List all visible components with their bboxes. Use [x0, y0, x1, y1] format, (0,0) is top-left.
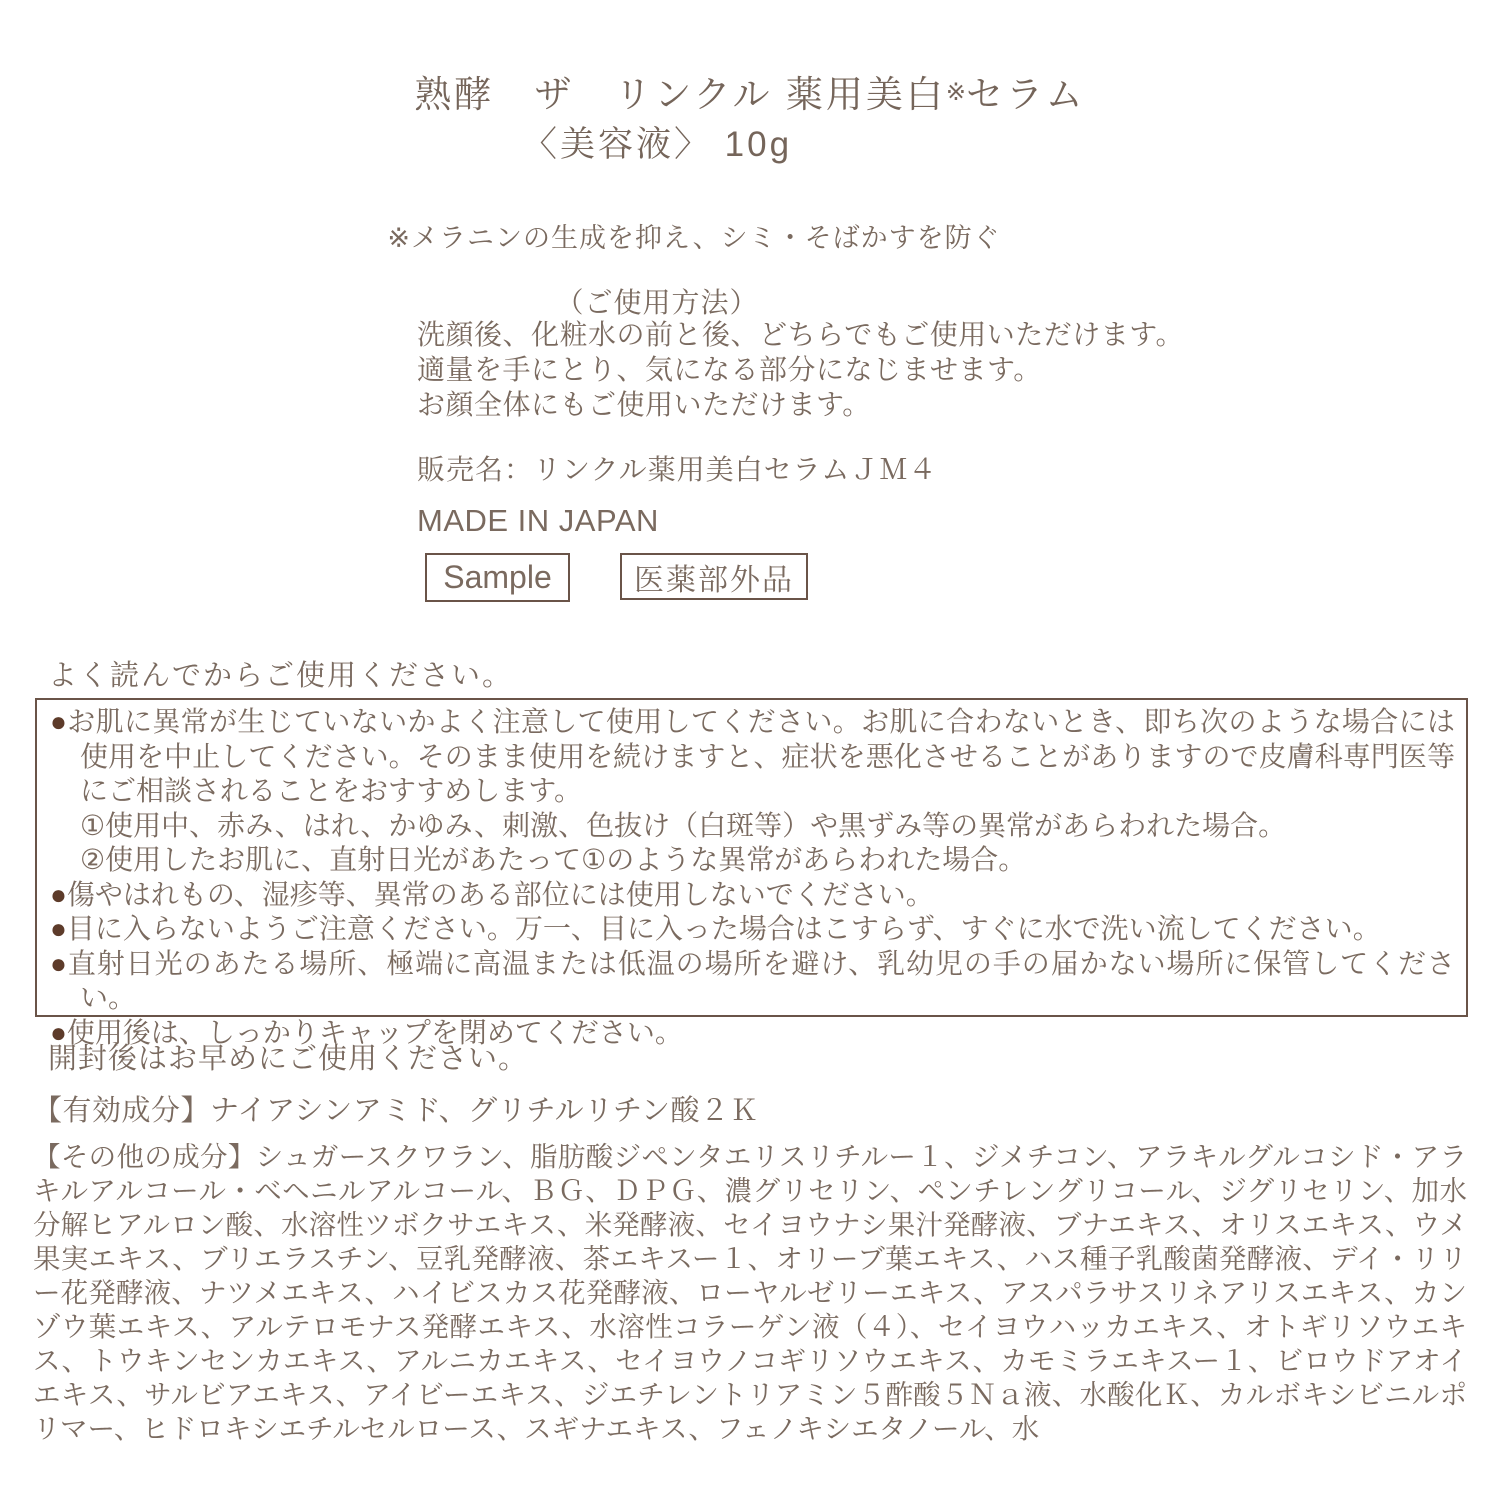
precaution-item	[50, 705, 1455, 809]
bullet-icon: ●	[50, 706, 68, 737]
made-in-japan-label: MADE IN JAPAN	[417, 503, 659, 538]
precaution-text: 傷やはれもの、湿疹等、異常のある部位には使用しないでください。	[66, 878, 934, 910]
sales-name: 販売名：リンクル薬用美白セラムＪＭ４	[417, 454, 938, 485]
usage-heading: （ご使用方法）	[555, 287, 759, 318]
usage-line-3: お顔全体にもご使用いただけます。	[417, 389, 871, 420]
precaution-text: 使用後は、しっかりキャップを閉めてください。	[66, 1016, 683, 1048]
precautions-box	[35, 698, 1468, 1048]
bullet-icon: ●	[50, 878, 67, 910]
precaution-text: お肌に異常が生じていないかよく注意して使用してください。お肌に合わないとき、即ち次のような場合には使用を中止してください。そのまま使用を続けますと、症状を悪化させることがありますので皮膚科専門医等にご相談されることをおすすめします。	[67, 706, 1455, 806]
product-subtitle: 〈美容液〉 10g	[521, 125, 793, 164]
usage-instructions	[417, 317, 1184, 422]
precaution-item	[50, 947, 1455, 1016]
bullet-icon: ●	[50, 947, 68, 979]
read-before-use-notice: よく読んでからご使用ください。	[48, 660, 514, 692]
sample-stamp-label: Sample	[443, 559, 552, 595]
asterisk-reference-mark: ※	[945, 79, 966, 106]
sample-stamp	[425, 553, 570, 602]
quasi-drug-stamp	[620, 553, 808, 600]
after-opening-notice: 開封後はお早めにご使用ください。	[48, 1043, 529, 1075]
bullet-icon: ●	[50, 913, 67, 944]
precaution-text: 目に入らないようご注意ください。万一、目に入った場合はこすらず、すぐに水で洗い流してください。	[66, 913, 1381, 944]
active-ingredients: 【有効成分】ナイアシンアミド、グリチルリチン酸２Ｋ	[33, 1095, 760, 1127]
usage-line-1: 洗顔後、化粧水の前と後、どちらでもご使用いただけます。	[417, 319, 1184, 350]
precaution-text: 直射日光のあたる場所、極端に高温または低温の場所を避け、乳幼児の手の届かない場所に保管してください。	[67, 947, 1455, 1013]
precaution-item	[50, 912, 1455, 947]
product-title-main: 熟酵 ザ リンクル 薬用美白	[414, 74, 946, 115]
precaution-subitem: ②使用したお肌に、直射日光があたって①のような異常があらわれた場合。	[80, 844, 1027, 875]
product-title-tail: セラム	[965, 74, 1086, 115]
other-ingredients: 【その他の成分】シュガースクワラン、脂肪酸ジペンタエリスリチルー１、ジメチコン、アラキルグルコシド・アラキルアルコール・ベヘニルアルコール、ＢＧ、ＤＰＧ、濃グリセリン、ペンチレングリコール、ジグリセリン、加水分解ヒアルロン酸、水溶性ツボクサエキス、米発酵液、セイヨウナシ果汁発酵液、ブナエキス、オリスエキス、ウメ果実エキス、ブリエラスチン、豆乳発酵液、茶エキスー１、オリーブ葉エキス、ハス種子乳酸菌発酵液、デイ・リリー花発酵液、ナツメエキス、ハイビスカス花発酵液、ローヤルゼリーエキス、アスパラサスリネアリスエキス、カンゾウ葉エキス、アルテロモナス発酵エキス、水溶性コラーゲン液（４）、セイヨウハッカエキス、オトギリソウエキス、トウキンセンカエキス、アルニカエキス、セイヨウノコギリソウエキス、カモミラエキスー１、ビロウドアオイエキス、サルビアエキス、アイビーエキス、ジエチレントリアミン５酢酸５Ｎａ液、水酸化Ｋ、カルボキシビニルポリマー、ヒドロキシエチルセルロース、スギナエキス、フェノキシエタノール、水	[33, 1141, 1467, 1444]
precaution-subitem: ①使用中、赤み、はれ、かゆみ、刺激、色抜け（白斑等）や黒ずみ等の異常があらわれた場合。	[80, 809, 1287, 841]
quasi-drug-stamp-label: 医薬部外品	[634, 563, 794, 597]
product-title	[0, 64, 1500, 118]
bullet-icon: ●	[50, 1016, 67, 1048]
usage-line-2: 適量を手にとり、気になる部分になじませます。	[417, 354, 1042, 385]
melanin-note: ※メラニンの生成を抑え、シミ・そばかすを防ぐ	[387, 223, 1001, 253]
precaution-item	[50, 878, 1455, 913]
